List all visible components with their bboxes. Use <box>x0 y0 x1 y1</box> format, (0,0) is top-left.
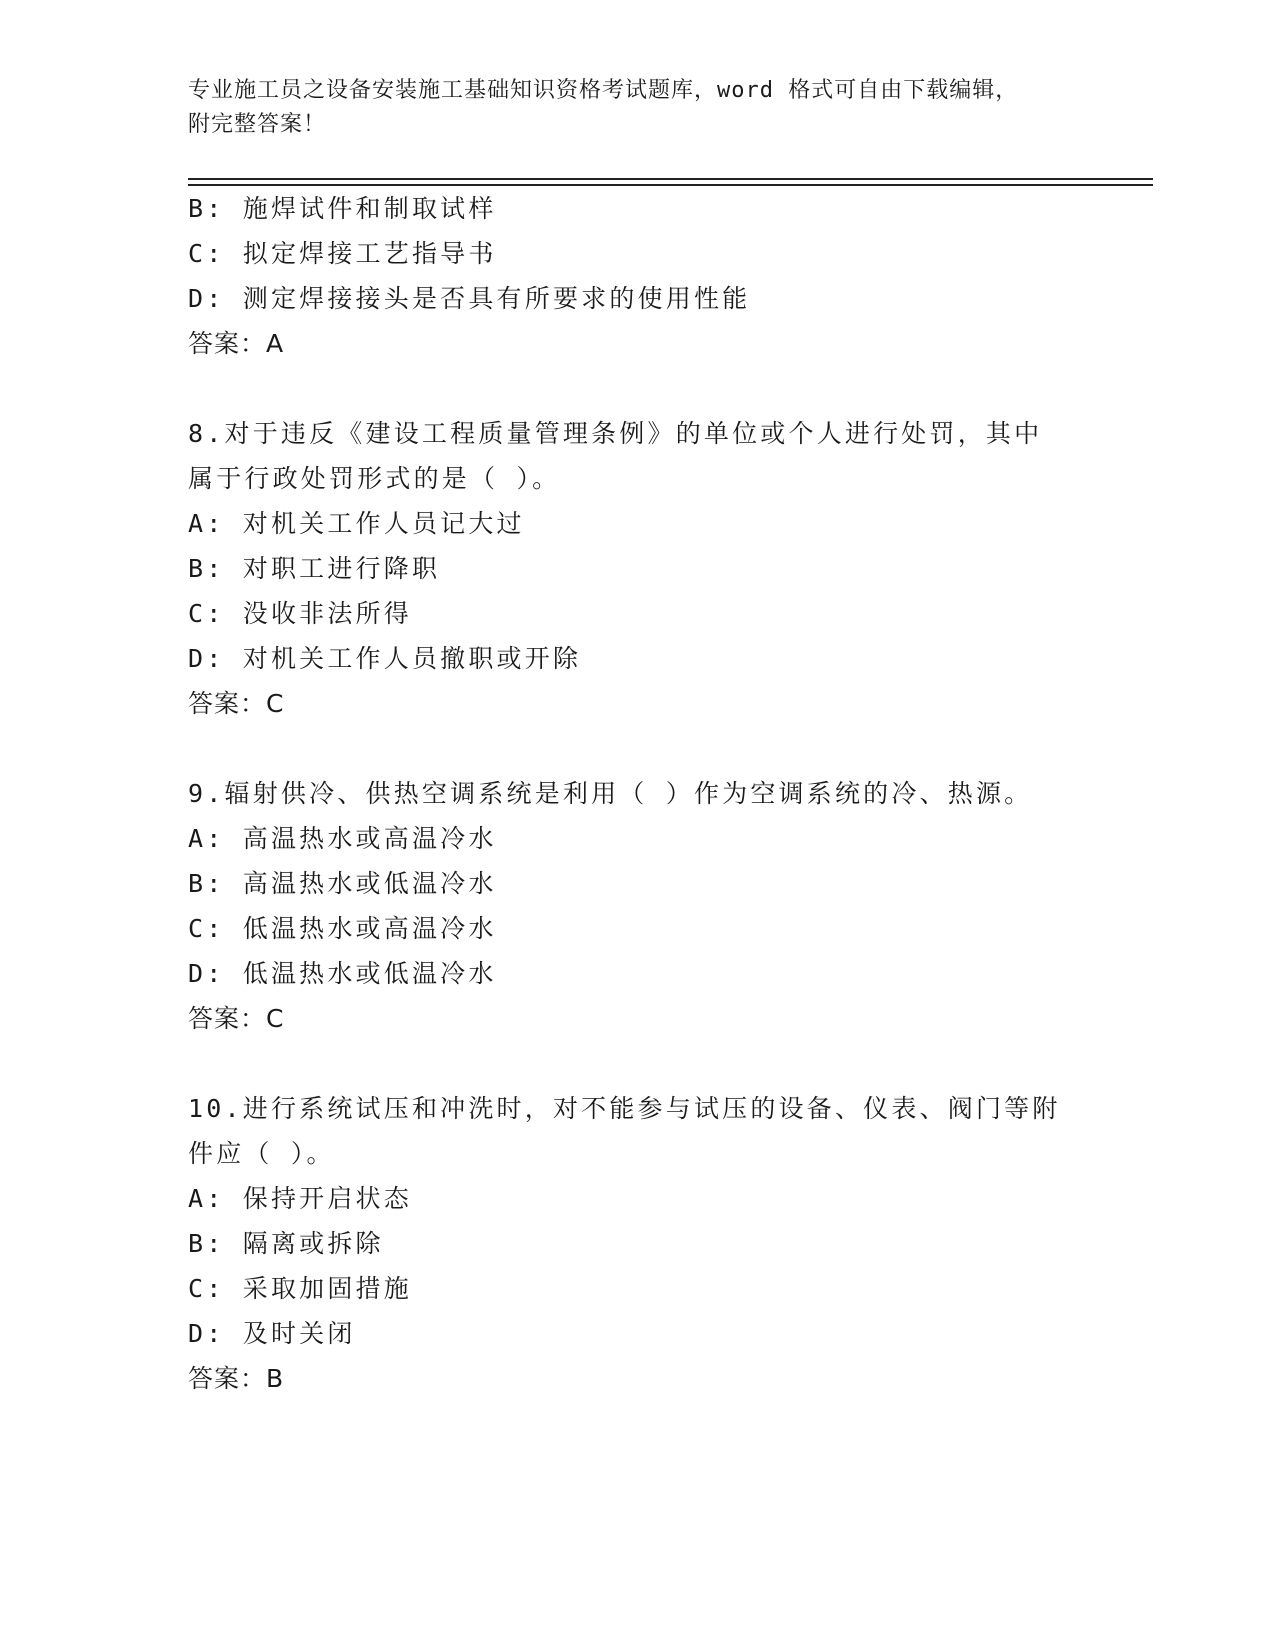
q7-answer: 答案：A <box>188 329 285 358</box>
q9-option-c: C: 低温热水或高温冷水 <box>188 914 497 943</box>
header-rule-top <box>188 178 1153 180</box>
q9-option-b: B: 高温热水或低温冷水 <box>188 869 497 898</box>
q10-option-c: C: 采取加固措施 <box>188 1274 412 1303</box>
q9-stem-line-1: 9.辐射供冷、供热空调系统是利用（ ）作为空调系统的冷、热源。 <box>188 779 1033 808</box>
q9-option-a: A: 高温热水或高温冷水 <box>188 824 497 853</box>
header-text <box>188 74 1088 142</box>
q8-option-d: D: 对机关工作人员撤职或开除 <box>188 644 582 673</box>
q10-option-b: B: 隔离或拆除 <box>188 1229 384 1258</box>
q10-option-a: A: 保持开启状态 <box>188 1184 412 1213</box>
q8-option-a: A: 对机关工作人员记大过 <box>188 509 525 538</box>
q10-stem-line-1: 10.进行系统试压和冲洗时，对不能参与试压的设备、仪表、阀门等附 <box>188 1094 1061 1123</box>
q7-option-c: C: 拟定焊接工艺指导书 <box>188 239 497 268</box>
header-rule-bottom <box>188 184 1153 186</box>
q10-stem-line-2: 件应（ ）。 <box>188 1139 335 1168</box>
q10-option-d: D: 及时关闭 <box>188 1319 356 1348</box>
q7-option-d: D: 测定焊接接头是否具有所要求的使用性能 <box>188 284 751 313</box>
q8-option-c: C: 没收非法所得 <box>188 599 412 628</box>
header-line-2: 附完整答案！ <box>188 112 327 137</box>
header-line-1: 专业施工员之设备安装施工基础知识资格考试题库，word 格式可自由下载编辑， <box>188 78 1019 103</box>
q7-option-b: B: 施焊试件和制取试样 <box>188 194 497 223</box>
q10-answer: 答案：B <box>188 1364 285 1393</box>
q8-answer: 答案：C <box>188 689 285 718</box>
q8-stem-line-2: 属于行政处罚形式的是（ ）。 <box>188 464 561 493</box>
q9-answer: 答案：C <box>188 1004 285 1033</box>
q8-stem-line-1: 8.对于违反《建设工程质量管理条例》的单位或个人进行处罚，其中 <box>188 419 1043 448</box>
q8-option-b: B: 对职工进行降职 <box>188 554 441 583</box>
q9-option-d: D: 低温热水或低温冷水 <box>188 959 497 988</box>
